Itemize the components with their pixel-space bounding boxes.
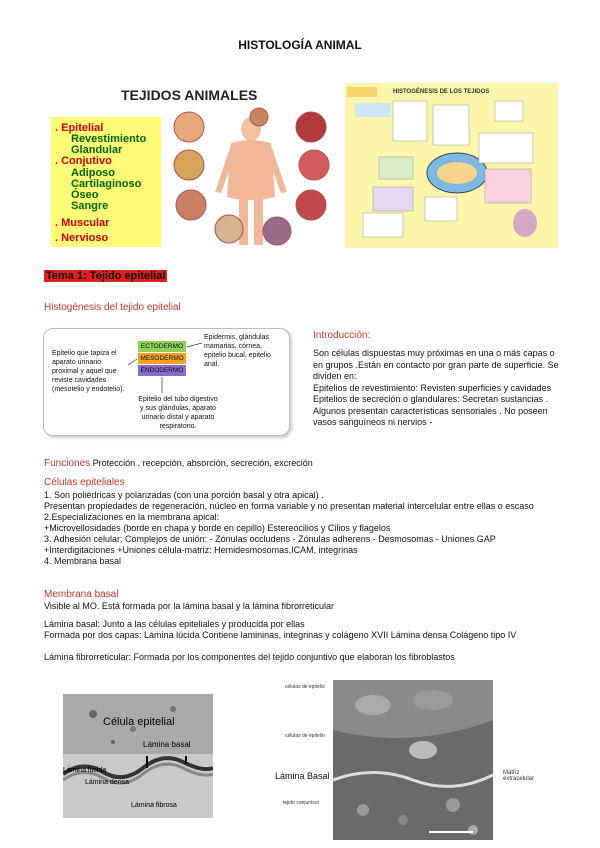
funciones-heading: Funciones (44, 458, 91, 469)
intro-line: en grupos .Están en contacto por gran parte de superficie. Se (313, 359, 559, 370)
intro-line: dividen en: (313, 371, 357, 381)
diagram-right-text: Epidermis, glándulas mamarias, córnea, epitelio bucal, epitelio anal. (204, 334, 271, 368)
human-body-tissues-illustration (169, 107, 334, 247)
section-title-tema-1: Tema 1: Tejido epitelial (46, 270, 166, 282)
page-title: HISTOLOGÍA ANIMAL (238, 38, 362, 52)
tejidos-heading: TEJIDOS ANIMALES (121, 87, 258, 103)
tejidos-item: Glandular (71, 144, 123, 156)
ectodermo-box: ECTODERMO (138, 341, 186, 352)
germ-layers-diagram (43, 328, 290, 436)
celulas-line: 1. Son poliédricas y polarizadas (con una porción basal y otra apical) . (44, 490, 324, 500)
micrograph-sem (333, 680, 493, 840)
funciones-line (44, 458, 313, 469)
tejidos-item: Cartilaginoso (71, 178, 142, 190)
label-celulas-epitelio-2: células de epitelio (285, 733, 325, 739)
celulas-line: 3. Adhesión celular: Complejos de unión: - Zónulas occludens - Zónulas adherens - Desmosomas - Uniones GAP (44, 534, 496, 544)
mesodermo-box: MESODERMO (138, 353, 186, 364)
membrana-spacer (44, 612, 516, 619)
tejidos-item: Óseo (71, 189, 99, 201)
tejidos-list (51, 117, 161, 247)
label-lamina-basal-right: Lámina Basal (275, 771, 330, 781)
diagram-left-text: Epitelio que tapiza el aparato urinario proximal y aquel que reviste cavidades (mesotelio y endotelio). (52, 350, 125, 393)
tejidos-animales-figure (51, 77, 336, 249)
label-celula-epitelial: Célula epitelial (103, 716, 175, 728)
label-celulas-epitelio-1: células de epitelio (285, 684, 325, 690)
celulas-line: +Microvellosidades (borde en chapa y borde en cepillo) Estereocilios y Cilios y flagelos (44, 523, 391, 533)
diagram-bottom-text: Epitelio del tubo digestivo y sus glándulas, aparato urinario distal y aparato respiratorio. (138, 396, 218, 430)
membrana-text (44, 601, 516, 663)
histogenesis-heading: Histogénesis del tejido epitelial (44, 302, 181, 313)
label-lamina-densa: Lámina densa (85, 779, 129, 786)
membrana-line: Visible al MO. Está formada por la lámina basal y la lámina fibrorreticular (44, 601, 334, 611)
tejidos-item: . Conjutivo (55, 155, 112, 167)
celulas-line: +Interdigitaciones +Uniones célula-matriz: Hemidesmosomas,ICAM, integrinas (44, 545, 358, 555)
label-tejido-conjuntivo: tejido conjuntivo (283, 800, 319, 806)
diagram-connectors (44, 329, 289, 435)
label-lamina-lucida: Lámina lúcida (63, 767, 107, 774)
celulas-heading: Células epiteliales (44, 477, 125, 488)
tejidos-item: Adiposo (71, 167, 115, 179)
intro-heading: Introducción: (313, 330, 371, 341)
membrana-line: Formada por dos capas: Lámina lúcida Contiene lamininas, integrinas y colágeno XVII Lámina densa Colágeno tipo IV (44, 630, 517, 640)
endodermo-box: ENDODERMO (138, 365, 186, 376)
label-matriz-extracelular: Matriz extracelular (503, 770, 535, 782)
micrograph-membrana-basal (63, 694, 213, 818)
tejidos-item: Revestimiento (71, 133, 147, 145)
celulas-text (44, 490, 534, 567)
micrograph-right-texture (333, 680, 493, 840)
tejidos-item: . Epitelial (55, 122, 104, 134)
intro-line: Epitelios de revestimiento: Revisten superficies y cavidades (313, 382, 552, 393)
funciones-text: Protección , recepción, absorción, secreción, excreción (92, 458, 313, 468)
intro-text (313, 348, 559, 429)
micrograph-left-texture (63, 694, 213, 818)
tejidos-item: Sangre (71, 200, 109, 212)
celulas-line: 4. Membrana basal (44, 556, 122, 566)
celulas-line: 2.Especializaciones en la membrana apical: (44, 512, 220, 522)
membrana-heading: Membrana basal (44, 589, 119, 600)
label-lamina-fibrosa: Lámina fibrosa (131, 802, 177, 809)
membrana-line: Lámina basal: Junto a las células epiteliales y producida por ellas (44, 619, 305, 629)
tejidos-item: . Muscular (55, 217, 110, 229)
membrana-line: Lámina fibrorreticular: Formada por los componentes del tejido conjuntivo que elaboran los fibroblastos (44, 652, 455, 662)
tejidos-item: . Nervioso (55, 232, 109, 244)
label-lamina-basal: Lámina basal (143, 740, 191, 749)
histogenesis-figure (345, 83, 558, 248)
intro-line: Algunos presentan características sensoriales . No poseen (313, 405, 548, 416)
membrana-spacer (44, 641, 516, 652)
celulas-line: Presentan propiedades de regeneración, núcleo en forma variable y no presentan material intercelular entre ellas o escaso (44, 501, 534, 511)
intro-line: vasos sanguíneos ni nervios - (313, 417, 433, 427)
histogenesis-figure-heading: HISTOGÉNESIS DE LOS TEJIDOS (393, 89, 490, 95)
intro-line: Epitelios de secreción o glandulares: Secretan sustancias . (313, 394, 549, 404)
intro-line: Son células dispuestas muy próximas en una o más capas o (313, 348, 555, 358)
histogenesis-diagram (345, 83, 558, 248)
